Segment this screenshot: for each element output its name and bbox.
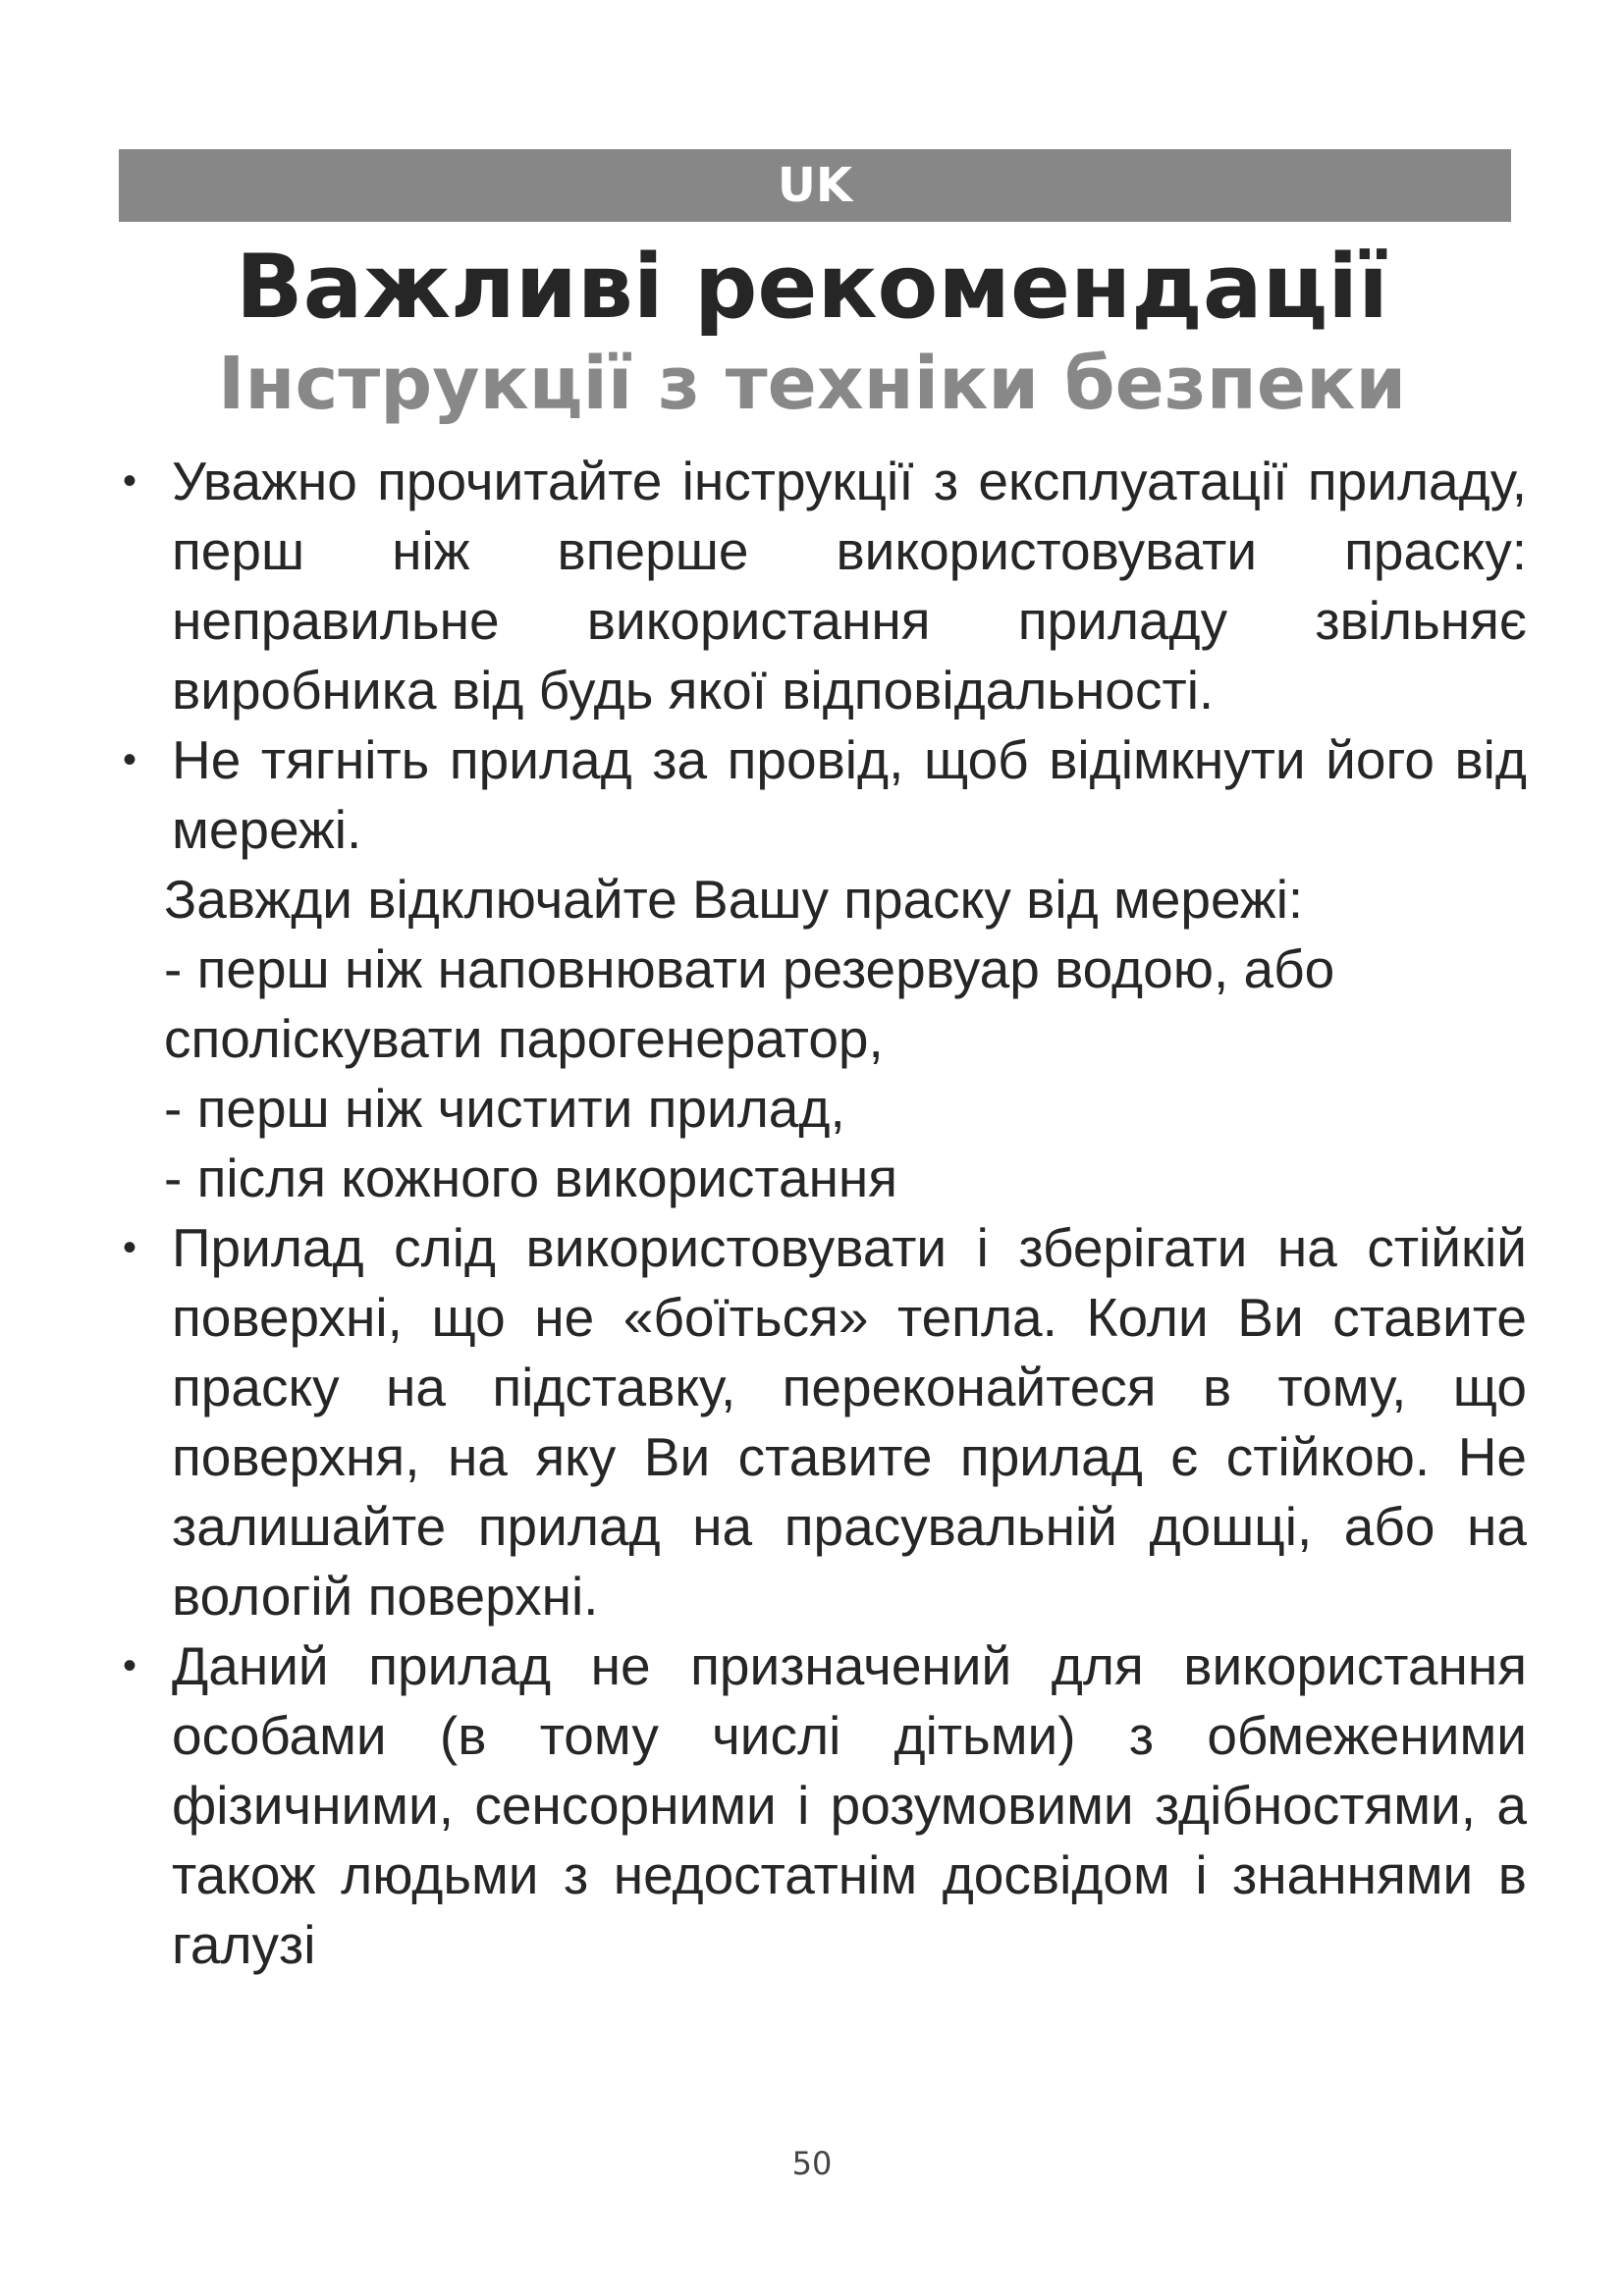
safety-instructions-list (123, 447, 1527, 1980)
page-title: Важливі рекомендації (236, 236, 1388, 339)
list-item (123, 447, 1527, 725)
sub-item: - після кожного використання (164, 1148, 898, 1208)
page-number: 50 (791, 2145, 833, 2182)
item-text: Уважно прочитайте інструкції з експлуатації приладу, перш ніж вперше використовувати праску: неправильне використання приладу звільняє виробника від будь якої відповідальності. (172, 451, 1527, 721)
item-note: Завжди відключайте Вашу праску від мережі: (164, 869, 1304, 930)
list-item (123, 1631, 1527, 1980)
bullet-icon: • (123, 459, 137, 503)
page-subtitle: Інструкції з техніки безпеки (217, 342, 1407, 426)
list-item (123, 725, 1527, 865)
bullet-icon: • (123, 1644, 137, 1687)
item-text: Даний прилад не призначений для використання особами (в тому числі дітьми) з обмеженими фізичними, сенсорними і розумовими здібностями, а також людьми з недостатнім досвідом і знаннями в галузі (172, 1635, 1527, 1975)
bullet-icon: • (123, 1226, 137, 1269)
sub-item: - перш ніж чистити прилад, (164, 1078, 845, 1139)
bullet-icon: • (123, 738, 137, 781)
item-text: Не тягніть прилад за провід, щоб відімкнути його від мережі. (172, 729, 1527, 860)
language-label: UK (777, 158, 853, 213)
list-item (123, 1213, 1527, 1631)
language-bar (119, 149, 1511, 222)
item-text: Прилад слід використовувати і зберігати на стійкій поверхні, що не «боїться» тепла. Коли Ви ставите праску на підставку, переконайтеся в тому, що поверхня, на яку Ви ставите прилад є стійкою. Не залишайте прилад на прасувальній дошці, або на вологій поверхні. (172, 1217, 1527, 1627)
sub-item: - перш ніж наповнювати резервуар водою, або споліскувати парогенератор, (164, 938, 1335, 1069)
